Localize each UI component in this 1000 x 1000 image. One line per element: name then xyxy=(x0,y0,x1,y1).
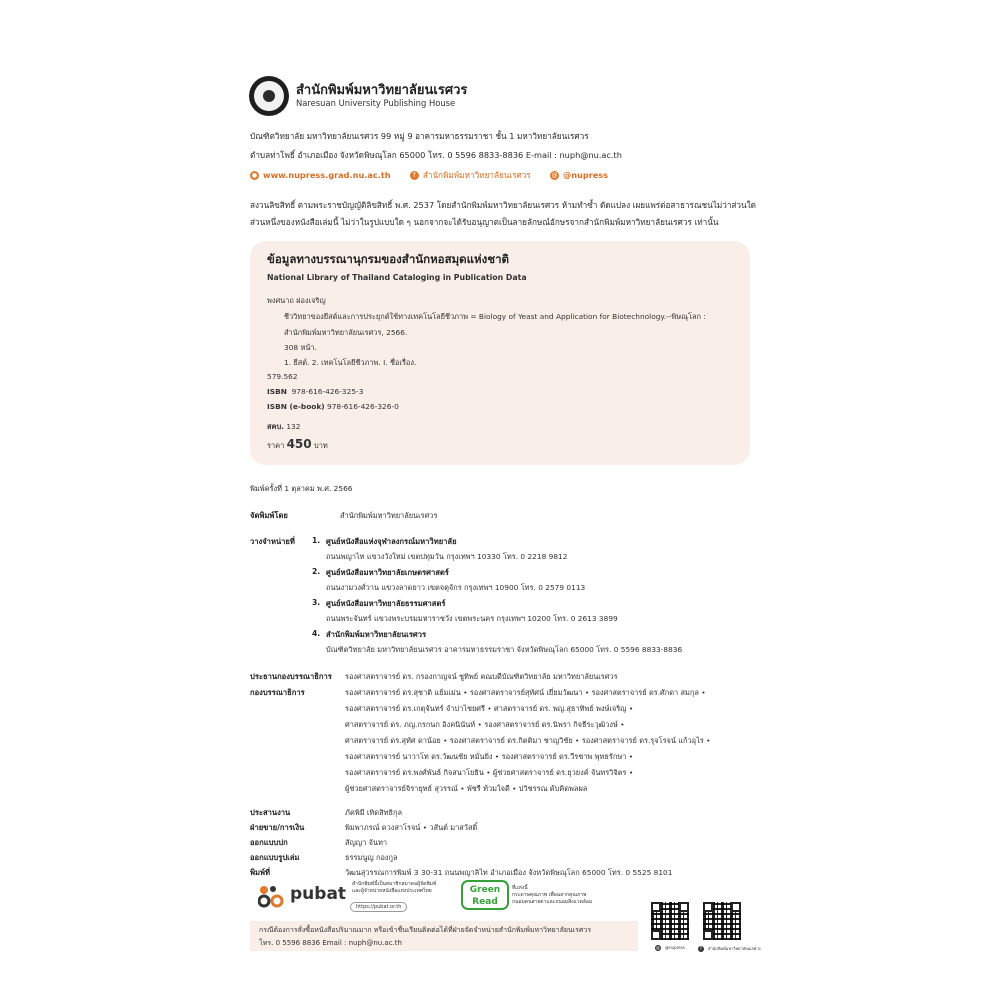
pubat-text-2: และผู้จำหน่ายหนังสือแห่งประเทศไทย xyxy=(352,888,432,894)
credit-value: วัฒนสุวรรณการพิมพ์ 3 30-31 ถนนพญาลิไท อำเภอเมือง จังหวัดพิษณุโลก 65000 โทร. 0 5525 8101 xyxy=(345,868,673,877)
credit-value: สัญญา จันทา xyxy=(345,838,388,847)
social-icon: @ xyxy=(656,945,660,950)
dist-2-address: ถนนงามวงศ์วาน แขวงลาดยาว เขตจตุจักร กรุงเทพฯ 10900 โทร. 0 2579 0113 xyxy=(326,583,586,592)
publisher-name-th: สำนักพิมพ์มหาวิทยาลัยนเรศวร xyxy=(296,83,468,98)
green-read-logo xyxy=(461,880,509,910)
green-read-word-1: Green xyxy=(469,885,501,895)
price-prefix: ราคา xyxy=(267,441,285,450)
order-info-box xyxy=(250,921,638,951)
order-info-line-1: กรณีต้องการสั่งซื้อหนังสือปริมาณมาก หรือเข้าชื่นเรียนติดต่อได้ที่ฝ่ายจัดจำหน่ายสำนักพิมพ์มหาวิทยาลัยนเรศวร xyxy=(259,926,592,934)
green-text-3: ถนอมคนสายตาและถนอมสิ่งแวดล้อม xyxy=(512,899,593,905)
catalog-class-no: 579.562 xyxy=(267,372,298,381)
skbm-label: สคบ. xyxy=(267,422,284,431)
editors-line: ผู้ช่วยศาสตราจารย์จิรายุทธ์ สุวรรณ์ • พัชรี ท้วมใจดี • ปวิชรรณ ดับคิดพลผล xyxy=(345,784,588,793)
editors-line: รองศาสตราจารย์ ดร.สุชาติ แย้มเม่น • รองศาสตราจารย์สุทัศน์ เยี่ยมวัฒนา • รองศาสตราจารย์ ดร.ศักดา สมกุล • xyxy=(345,688,706,697)
editors-line: รองศาสตราจารย์ ดร.เกตุจันทร์ จำปาไชยศรี • ศาสตราจารย์ ดร. พญ.สุธาทิพย์ พงษ์เจริญ • xyxy=(345,704,634,713)
dist-3-name: ศูนย์หนังสือมหาวิทยาลัยธรรมศาสตร์ xyxy=(326,599,446,608)
isbn-ebook-value: 978-616-426-326-0 xyxy=(327,402,399,411)
order-info-line-2: โทร. 0 5596 8836 Email : nuph@nu.ac.th xyxy=(259,939,402,947)
dist-2-no: 2. xyxy=(312,567,321,576)
social-icon: @ xyxy=(551,172,558,179)
catalog-subjects: 1. ยีสต์. 2. เทคโนโลยีชีวภาพ. I. ชื่อเรื่อง. xyxy=(284,358,417,367)
address-line-1: บัณฑิตวิทยาลัย มหาวิทยาลัยนเรศวร 99 หมู่ 9 อาคารมหาธรรมราชา ชั้น 1 มหาวิทยาลัยนเรศวร xyxy=(250,131,589,141)
credit-value: ภัคพิมี เทิดสิทธิกุล xyxy=(345,808,403,817)
catalog-title-th: ข้อมูลทางบรรณานุกรมของสำนักหอสมุดแห่งชาติ xyxy=(267,252,509,266)
dist-3-address: ถนนพระจันทร์ แขวงพระบรมมหาราชวัง เขตพระนคร กรุงเทพฯ 10200 โทร. 0 2613 3899 xyxy=(326,614,618,623)
facebook-link[interactable]: สำนักพิมพ์มหาวิทยาลัยนเรศวร xyxy=(422,170,531,180)
catalog-author: พงศนาถ ผ่องเจริญ xyxy=(267,296,326,305)
credit-label: ฝ่ายขาย/การเงิน xyxy=(250,823,305,832)
pubat-text-1: สำนักพิมพ์นี้เป็นสมาชิกสมาคมผู้จัดพิมพ์ xyxy=(352,881,437,887)
facebook-icon: f xyxy=(698,946,704,952)
dist-1-no: 1. xyxy=(312,536,321,545)
editors-line: ศาสตราจารย์ ดร. ภญ.กรกนก อิงคนินันท์ • รองศาสตราจารย์ ดร.นิพรา กิจธีระวุฒิวงษ์ • xyxy=(345,720,625,729)
skbm-value: 132 xyxy=(286,422,301,431)
qr-1-caption xyxy=(655,945,685,951)
chair-label: ประธานกองบรรณาธิการ xyxy=(250,672,332,681)
price-unit: บาท xyxy=(314,441,328,450)
dist-4-address: บัณฑิตวิทยาลัย มหาวิทยาลัยนเรศวร อาคารมหาธรรมราชา จังหวัดพิษณุโลก 65000 โทร. 0 5596 8833-8836 xyxy=(326,645,683,654)
catalog-isbn xyxy=(267,387,363,396)
pubat-url[interactable]: https://pubat.or.th xyxy=(350,902,407,912)
web-icon: ● xyxy=(251,172,258,179)
website-link[interactable]: www.nupress.grad.nu.ac.th xyxy=(263,170,391,180)
catalog-price xyxy=(267,437,328,452)
dist-3-no: 3. xyxy=(312,598,321,607)
green-text-2: กระดาษคุณภาพ เพื่อฉลากคุณภาพ xyxy=(512,892,587,898)
catalog-box xyxy=(250,241,750,465)
catalog-desc-line-1: ชีววิทยาของยีสต์และการประยุกต์ใช้ทางเทคโนโลยีชีวภาพ = Biology of Yeast and Application for Biotechnology.--พิษณุโลก : xyxy=(284,312,706,321)
credit-label: ออกแบบรูปเล่ม xyxy=(250,853,300,862)
credit-value: พิมพาภรณ์ ดวงสาโรจน์ • วสันต์ มาสวัสดิ์ xyxy=(345,823,478,832)
dist-1-address: ถนนพญาไท แขวงวังใหม่ เขตปทุมวัน กรุงเทพฯ 10330 โทร. 0 2218 9812 xyxy=(326,552,568,561)
contact-links xyxy=(250,169,608,182)
qr-2-caption xyxy=(698,945,761,952)
pubat-logo-text: pubat xyxy=(290,884,347,904)
editors-line: รองศาสตราจารย์ ดร.พงศ์พันธ์ กิจสนาโยธิน • ผู้ช่วยศาสตราจารย์ ดร.ยุวยงค์ จันทรวิจิตร • xyxy=(345,768,634,777)
qr-code-nupress[interactable] xyxy=(651,902,689,940)
qr-2-caption-text: สำนักพิมพ์มหาวิทยาลัยนเรศวร xyxy=(708,946,761,951)
green-read-word-2: Read xyxy=(472,897,498,907)
editors-label: กองบรรณาธิการ xyxy=(250,688,305,697)
edition-info: พิมพ์ครั้งที่ 1 ตุลาคม พ.ศ. 2566 xyxy=(250,484,353,493)
address-line-2: ตำบลท่าโพธิ์ อำเภอเมือง จังหวัดพิษณุโลก 65000 โทร. 0 5596 8833-8836 E-mail : nuph@nu.ac.th xyxy=(250,150,622,160)
qr-code-facebook[interactable] xyxy=(703,902,741,940)
isbn-ebook-label: ISBN (e-book) xyxy=(267,402,325,411)
pubat-logo-icon xyxy=(258,884,286,912)
copyright-line-1: สงวนลิขสิทธิ์ ตามพระราชบัญญัติลิขสิทธิ์ พ.ศ. 2537 โดยสำนักพิมพ์มหาวิทยาลัยนเรศวร ห้ามทำซ้ำ ดัดแปลง เผยแพร่ต่อสาธารณชนไม่ว่าส่วนใด xyxy=(250,200,756,210)
published-by-label: จัดพิมพ์โดย xyxy=(250,511,288,520)
published-by-value: สำนักพิมพ์มหาวิทยาลัยนเรศวร xyxy=(340,511,438,520)
credit-label: ออกแบบปก xyxy=(250,838,288,847)
green-text-1: ที่แห่งนี้ xyxy=(512,885,528,891)
catalog-title-en: National Library of Thailand Cataloging in Publication Data xyxy=(267,273,527,282)
chair-value: รองศาสตราจารย์ ดร. กรองกาญจน์ ชูทิพย์ คณบดีบัณฑิตวิทยาลัย มหาวิทยาลัยนเรศวร xyxy=(345,672,618,681)
publisher-name-en: Naresuan University Publishing House xyxy=(296,98,456,108)
credit-label: ประสานงาน xyxy=(250,808,291,817)
dist-1-name: ศูนย์หนังสือแห่งจุฬาลงกรณ์มหาวิทยาลัย xyxy=(326,537,457,546)
qr-1-caption-text: @nupress xyxy=(665,945,685,950)
catalog-pages: 308 หน้า. xyxy=(284,343,317,352)
credit-value: ธรรมนูญ กองกูล xyxy=(345,853,398,862)
editors-line: รองศาสตราจารย์ นาวาโท ดร.วัฒนชัย หมั่นยิ่ง • รองศาสตราจารย์ ดร.วีรชาพ พุทธรักษา • xyxy=(345,752,634,761)
social-handle-link[interactable]: @nupress xyxy=(563,170,609,180)
facebook-icon: f xyxy=(410,171,419,180)
dist-2-name: ศูนย์หนังสือมหาวิทยาลัยเกษตรศาสตร์ xyxy=(326,568,449,577)
price-value: 450 xyxy=(286,437,312,451)
catalog-skbm xyxy=(267,421,300,433)
green-read-text xyxy=(512,885,592,906)
catalog-desc-line-2: สำนักพิมพ์มหาวิทยาลัยนเรศวร, 2566. xyxy=(284,328,408,337)
credit-label: พิมพ์ที่ xyxy=(250,868,271,877)
isbn-value: 978-616-426-325-3 xyxy=(291,387,364,396)
copyright-line-2: ส่วนหนึ่งของหนังสือเล่มนี้ ไม่ว่าในรูปแบบใด ๆ นอกจากจะได้รับอนุญาตเป็นลายลักษณ์อักษรจากสำนักพิมพ์มหาวิทยาลัยนเรศวร เท่านั้น xyxy=(250,217,719,227)
university-seal-logo xyxy=(249,76,289,116)
pubat-membership xyxy=(352,881,436,895)
dist-4-no: 4. xyxy=(312,629,321,638)
editors-line: ศาสตราจารย์ ดร.สุทัศ ดาน้อย • รองศาสตราจารย์ ดร.กิตติมา ชาญวิชัย • รองศาสตราจารย์ ดร.รุจโรจน์ แก้วอุไร • xyxy=(345,736,711,745)
catalog-isbn-ebook xyxy=(267,402,399,411)
distribution-label: วางจำหน่ายที่ xyxy=(250,537,295,546)
isbn-label: ISBN xyxy=(267,387,287,396)
dist-4-name: สำนักพิมพ์มหาวิทยาลัยนเรศวร xyxy=(326,630,427,639)
